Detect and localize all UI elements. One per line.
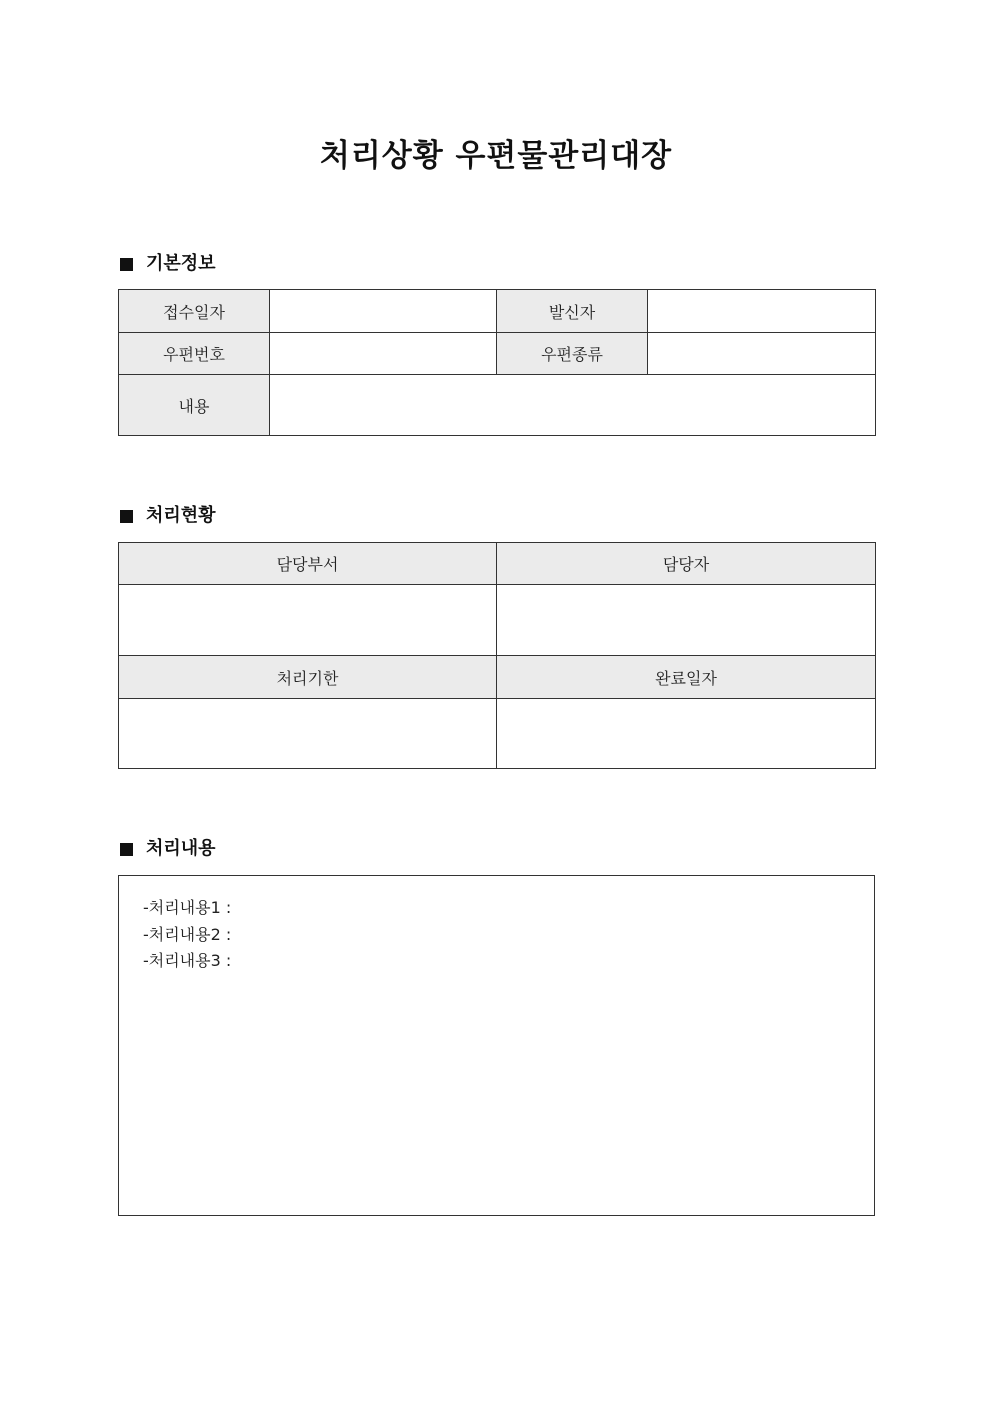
- deadline-label: 처리기한: [119, 656, 497, 699]
- post-type-label: 우편종류: [497, 333, 648, 375]
- completed-field[interactable]: [497, 699, 876, 769]
- basic-info-table: [118, 289, 876, 436]
- section-heading-label: 처리내용: [146, 838, 216, 859]
- section-heading-details: [119, 837, 216, 861]
- received-date-field[interactable]: [270, 290, 497, 333]
- black-square-icon: [120, 258, 133, 271]
- received-date-label: 접수일자: [119, 290, 270, 333]
- details-box[interactable]: [118, 875, 875, 1216]
- dept-field[interactable]: [119, 585, 497, 656]
- section-heading-basic-info: [119, 252, 216, 276]
- sender-field[interactable]: [648, 290, 876, 333]
- details-line-3: -처리내용3 :: [143, 951, 232, 970]
- post-number-label: 우편번호: [119, 333, 270, 375]
- details-line-1: -처리내용1 :: [143, 898, 232, 917]
- black-square-icon: [120, 510, 133, 523]
- content-label: 내용: [119, 375, 270, 436]
- section-heading-label: 기본정보: [146, 253, 216, 274]
- person-field[interactable]: [497, 585, 876, 656]
- dept-label: 담당부서: [119, 543, 497, 585]
- section-heading-status: [119, 504, 216, 528]
- post-number-field[interactable]: [270, 333, 497, 375]
- status-table: [118, 542, 876, 769]
- black-square-icon: [120, 843, 133, 856]
- details-line-2: -처리내용2 :: [143, 924, 232, 944]
- section-heading-label: 처리현황: [146, 505, 216, 526]
- post-type-field[interactable]: [648, 333, 876, 375]
- completed-label: 완료일자: [497, 656, 876, 699]
- person-label: 담당자: [497, 543, 876, 585]
- content-field[interactable]: [270, 375, 876, 436]
- sender-label: 발신자: [497, 290, 648, 333]
- deadline-field[interactable]: [119, 699, 497, 769]
- document-title: 처리상황 우편물관리대장: [319, 138, 673, 174]
- details-lines: [143, 895, 231, 975]
